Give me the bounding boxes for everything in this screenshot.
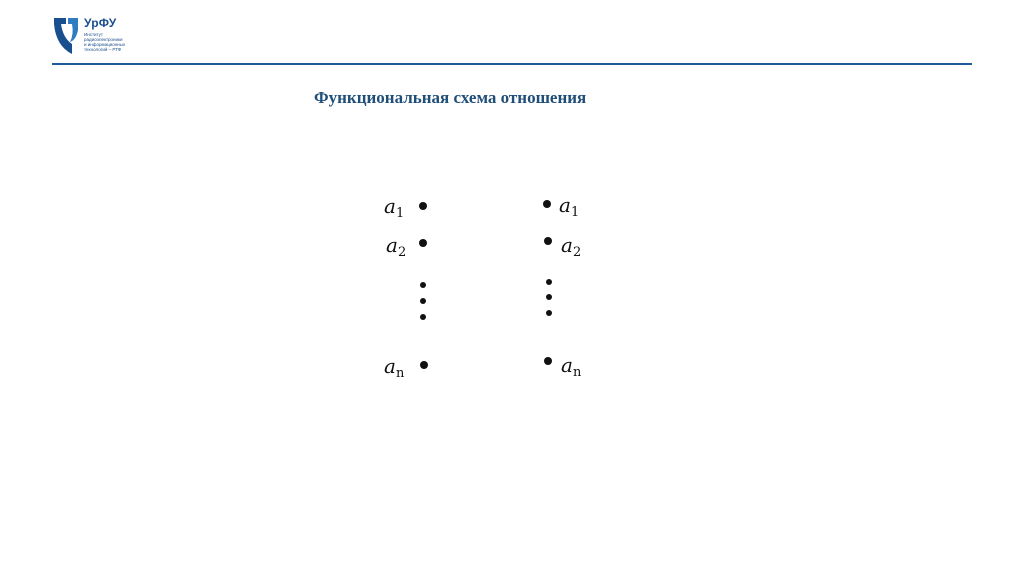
right-element-label [561, 355, 581, 379]
right-element-base: a [561, 233, 573, 257]
right-element-base: a [561, 353, 573, 377]
left-element-label [384, 356, 404, 380]
right-element-label [561, 235, 581, 259]
right-ellipsis-dot [546, 279, 552, 285]
left-element-base: a [386, 233, 398, 257]
left-element-index: n [395, 366, 405, 381]
left-ellipsis-dot [420, 298, 426, 304]
urfu-logo-icon [52, 16, 80, 56]
right-element-point [544, 237, 552, 245]
right-element-index: 2 [572, 245, 582, 260]
right-ellipsis-dot [546, 294, 552, 300]
left-element-index: 2 [397, 245, 407, 260]
logo-subtitle-line: технологий – РТФ [84, 47, 122, 52]
logo-subtitle-line: и информационных [84, 42, 126, 47]
left-ellipsis-dot [420, 314, 426, 320]
logo-subtitle [84, 32, 144, 52]
left-element-label [386, 235, 406, 259]
header-divider [52, 63, 972, 65]
left-element-index: 1 [395, 206, 405, 221]
right-element-point [544, 357, 552, 365]
left-element-base: a [384, 194, 396, 218]
right-element-index: n [572, 365, 582, 380]
right-element-point [543, 200, 551, 208]
relation-diagram [360, 180, 620, 400]
slide-title: Функциональная схема отношения [314, 88, 587, 107]
left-ellipsis-dot [420, 282, 426, 288]
logo-subtitle-line: радиоэлектроники [84, 37, 123, 42]
right-ellipsis-dot [546, 310, 552, 316]
right-element-index: 1 [570, 205, 580, 220]
left-element-point [419, 202, 427, 210]
left-element-point [419, 239, 427, 247]
left-element-base: a [384, 354, 396, 378]
logo-name: УрФУ [84, 16, 117, 30]
left-element-point [420, 361, 428, 369]
right-element-label [559, 195, 579, 219]
logo-subtitle-line: Институт [84, 32, 103, 37]
right-element-base: a [559, 193, 571, 217]
left-element-label [384, 196, 404, 220]
